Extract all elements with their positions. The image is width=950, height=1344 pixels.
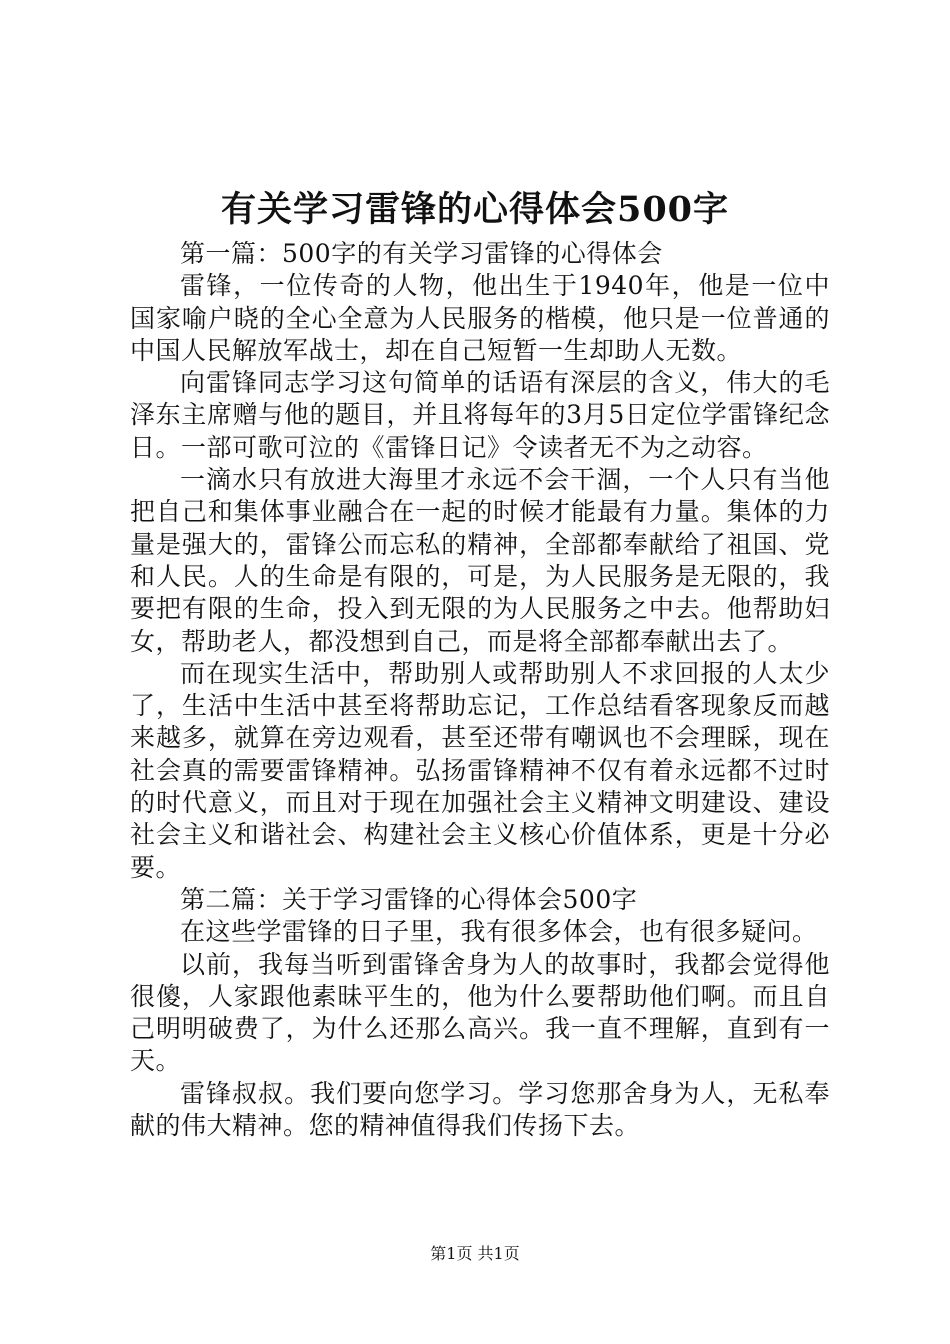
document-body bbox=[130, 238, 830, 1142]
section-heading-2: 第二篇：关于学习雷锋的心得体会500字 bbox=[180, 884, 638, 914]
paragraph: 在这些学雷锋的日子里，我有很多体会，也有很多疑问。 bbox=[180, 917, 818, 947]
page-number-footer: 第1页 共1页 bbox=[430, 1244, 520, 1263]
paragraph: 雷锋，一位传奇的人物，他出生于1940年，他是一位中国家喻户晓的全心全意为人民服务的楷模，他只是一位普通的中国人民解放军战士，却在自己短暂一生却助人无数。 bbox=[130, 271, 830, 365]
paragraph: 雷锋叔叔。我们要向您学习。学习您那舍身为人，无私奉献的伟大精神。您的精神值得我们传扬下去。 bbox=[130, 1078, 830, 1141]
paragraph: 向雷锋同志学习这句简单的话语有深层的含义，伟大的毛泽东主席赠与他的题目，并且将每年的3月5日定位学雷锋纪念日。一部可歌可泣的《雷锋日记》令读者无不为之动容。 bbox=[130, 368, 830, 462]
paragraph: 而在现实生活中，帮助别人或帮助别人不求回报的人太少了，生活中生活中甚至将帮助忘记，工作总结看客现象反而越来越多，就算在旁边观看，甚至还带有嘲讽也不会理睬，现在社会真的需要雷锋精神。弘扬雷锋精神不仅有着永远都不过时的时代意义，而且对于现在加强社会主义精神文明建设、建设社会主义和谐社会、构建社会主义核心价值体系，更是十分必要。 bbox=[130, 658, 830, 882]
section-heading-1: 第一篇：500字的有关学习雷锋的心得体会 bbox=[180, 239, 663, 268]
paragraph: 以前，我每当听到雷锋舍身为人的故事时，我都会觉得他很傻，人家跟他素昧平生的，他为什么要帮助他们啊。而且自己明明破费了，为什么还那么高兴。我一直不理解，直到有一天。 bbox=[130, 949, 830, 1076]
page-title: 有关学习雷锋的心得体会500字 bbox=[220, 189, 730, 230]
paragraph: 一滴水只有放进大海里才永远不会干涸，一个人只有当他把自己和集体事业融合在一起的时候才能最有力量。集体的力量是强大的，雷锋公而忘私的精神，全部都奉献给了祖国、党和人民。人的生命是有限的，可是，为人民服务是无限的，我要把有限的生命，投入到无限的为人民服务之中去。他帮助妇女，帮助老人，都没想到自己，而是将全部都奉献出去了。 bbox=[130, 465, 830, 656]
